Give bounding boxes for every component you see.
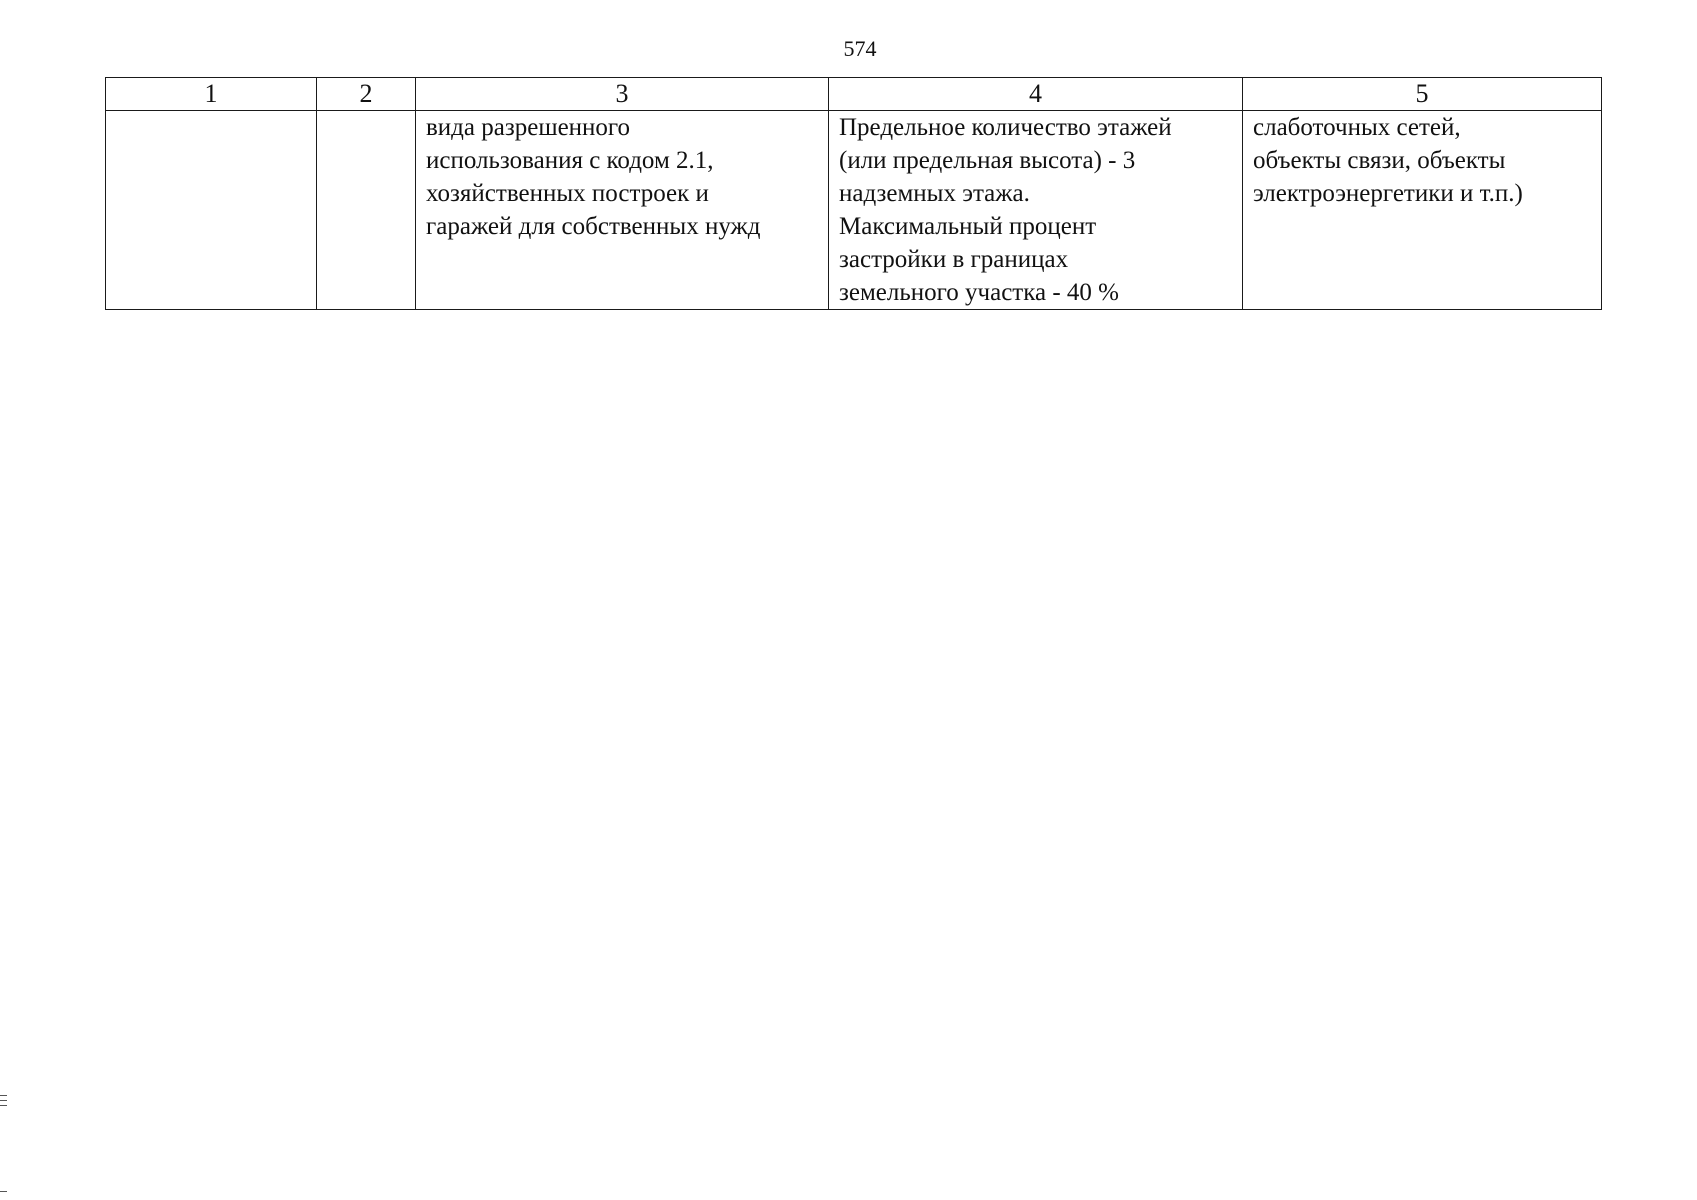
table-cell-col2 [317, 111, 416, 310]
table-row [106, 111, 1602, 310]
scan-artifact-mark [0, 1105, 7, 1106]
page-number: 574 [843, 36, 877, 61]
cell-text-line: застройки в границах [839, 246, 1069, 273]
table-cell-col1 [106, 111, 317, 310]
cell-text-line: земельного участка - 40 % [839, 279, 1119, 306]
cell-text-line: использования с кодом 2.1, [426, 147, 714, 174]
table-header-row [106, 78, 1602, 111]
table-cell-col4 [829, 111, 1243, 310]
column-header-3: 3 [416, 78, 829, 111]
column-header-4: 4 [829, 78, 1243, 111]
column-header-2: 2 [317, 78, 416, 111]
cell-text-line: Предельное количество этажей [839, 114, 1172, 141]
cell-text-line: Максимальный процент [839, 213, 1097, 240]
cell-text-line: гаражей для собственных нужд [426, 213, 761, 240]
scan-artifact-mark [0, 1191, 7, 1192]
cell-text-line: объекты связи, объекты [1253, 147, 1506, 174]
cell-text-line: хозяйственных построек и [426, 180, 709, 207]
regulations-table [105, 77, 1602, 310]
table-cell-col5 [1243, 111, 1602, 310]
cell-text-line: надземных этажа. [839, 180, 1030, 207]
cell-text-line: слаботочных сетей, [1253, 114, 1461, 141]
scan-artifact-mark [0, 1095, 7, 1096]
column-header-1: 1 [106, 78, 317, 111]
cell-text-line: электроэнергетики и т.п.) [1253, 180, 1523, 207]
column-header-5: 5 [1243, 78, 1602, 111]
table-cell-col3 [416, 111, 829, 310]
cell-text-line: (или предельная высота) - 3 [839, 147, 1136, 174]
scan-artifact-mark [0, 1100, 7, 1101]
cell-text-line: вида разрешенного [426, 114, 631, 141]
